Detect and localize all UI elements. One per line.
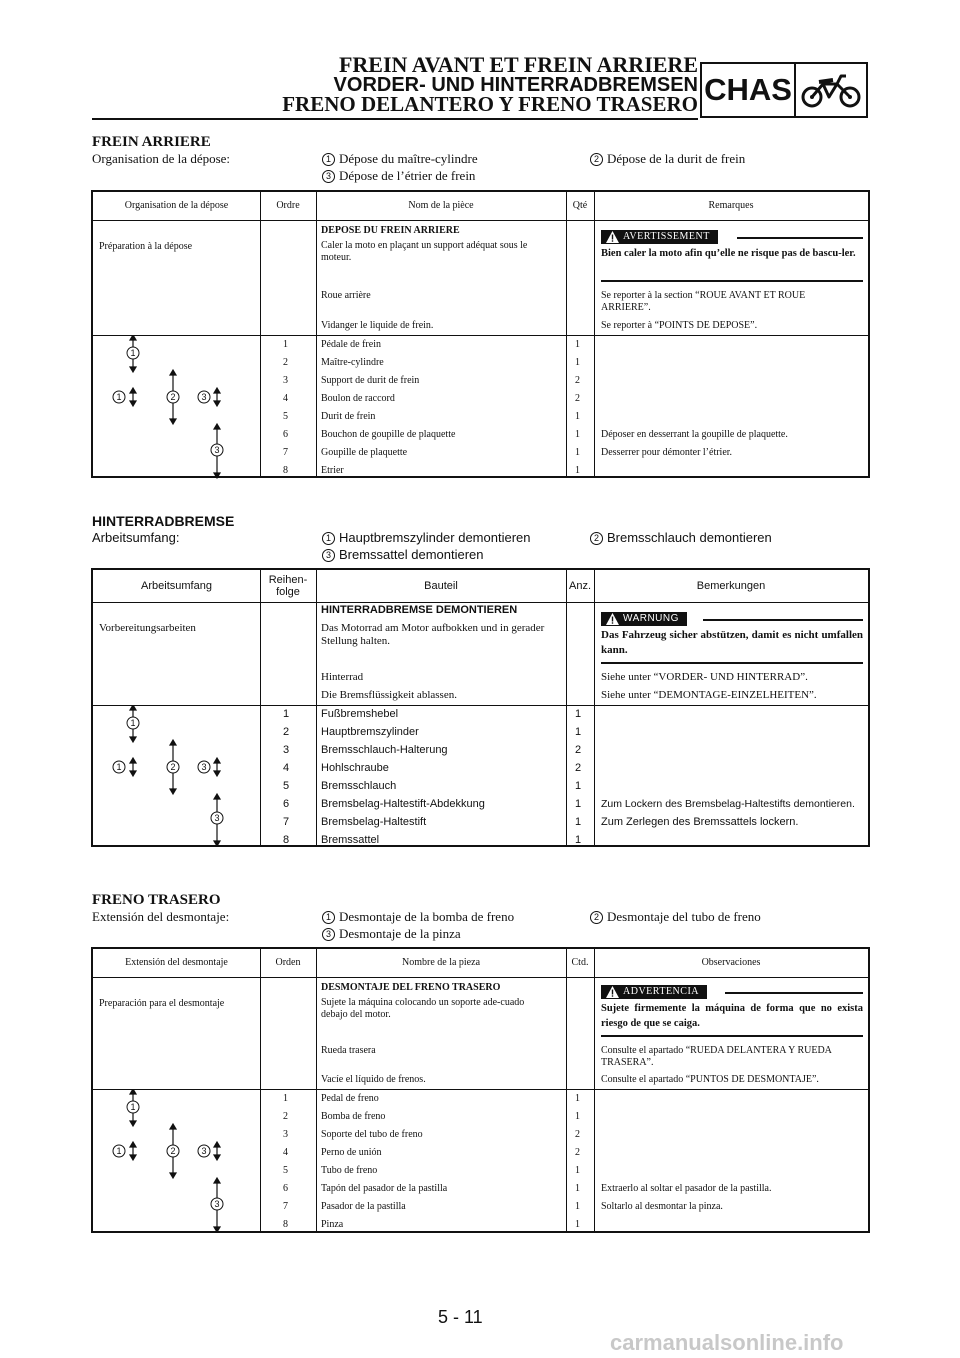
prep-step-3-remark: Siehe unter “DEMONTAGE-EINZELHEITEN”. [601, 689, 817, 701]
col-header: Reihen-folge [268, 574, 308, 598]
table-row [93, 760, 868, 777]
row-remark: Zum Lockern des Bremsbelag-Haltestifts demontieren. [601, 798, 855, 810]
col-header: Observaciones [701, 957, 761, 968]
page-number: 5 - 11 [438, 1307, 483, 1327]
col-header: Nom de la pièce [408, 200, 474, 211]
chassis-badge [700, 62, 868, 118]
row-qty: 1 [575, 834, 582, 846]
table-row [93, 1180, 868, 1197]
table-row [93, 390, 868, 407]
row-order: 7 [283, 816, 290, 828]
circled-number: 2 [590, 532, 603, 545]
table-row [93, 372, 868, 389]
seq-label: 1 [130, 348, 136, 358]
table-de-header [93, 570, 868, 603]
row-order: 1 [283, 339, 288, 350]
row-qty: 1 [575, 1219, 580, 1230]
table-row [93, 354, 868, 371]
table-row [93, 832, 868, 849]
col-header: Nombre de la pieza [401, 957, 481, 968]
row-qty: 1 [575, 798, 582, 810]
prep-step-1: Caler la moto en plaçant un support adéquat sous le moteur. [321, 240, 528, 263]
seq-label: 1 [116, 762, 122, 772]
col-header: Arbeitsumfang [141, 580, 212, 592]
seq-label: 1 [130, 1102, 136, 1112]
scope-es [92, 909, 870, 945]
prep-step-3: Vidanger le liquide de frein. [321, 320, 434, 331]
table-es-header [93, 949, 868, 978]
table-row [93, 724, 868, 741]
prep-label: Préparation à la dépose [99, 241, 193, 252]
seq-label: 2 [170, 1146, 176, 1156]
col-header: Orden [275, 957, 301, 968]
warning-icon [606, 231, 619, 243]
section-title: DESMONTAJE DEL FRENO TRASERO [321, 982, 501, 993]
prep-step-1: Sujete la máquina colocando un soporte ade-cuado debajo del motor. [321, 997, 525, 1020]
row-order: 4 [283, 1147, 288, 1158]
row-order: 6 [283, 798, 290, 810]
row-name: Bomba de freno [321, 1111, 386, 1122]
row-remark: Desserrer pour démonter l’étrier. [601, 447, 733, 458]
seq-label: 1 [130, 718, 136, 728]
warning-label: WARNUNG [623, 613, 679, 624]
row-order: 4 [283, 762, 290, 774]
warning-label: AVERTISSEMENT [623, 231, 710, 242]
col-header: Remarques [708, 200, 754, 211]
row-name: Bremsschlauch-Halterung [321, 744, 448, 756]
table-row [93, 1198, 868, 1215]
row-qty: 1 [575, 726, 582, 738]
warning-box [601, 230, 863, 286]
row-qty: 1 [575, 1201, 580, 1212]
prep-step-2: Roue arrière [321, 290, 371, 301]
prep-label: Preparación para el desmontaje [99, 998, 225, 1009]
row-qty: 1 [575, 1183, 580, 1194]
scope-de-item-2: Bremsschlauch demontieren [607, 530, 772, 545]
scope-de-item-3: Bremssattel demontieren [339, 547, 484, 562]
scope-de-item-1: Hauptbremszylinder demontieren [339, 530, 531, 545]
circled-number: 3 [322, 928, 335, 941]
section-de-heading: HINTERRADBREMSE [92, 513, 235, 529]
seq-label: 3 [214, 813, 220, 823]
row-remark: Soltarlo al desmontar la pinza. [601, 1201, 723, 1212]
col-header: Qté [572, 200, 588, 211]
row-qty: 1 [575, 1111, 580, 1122]
col-header: Bauteil [424, 580, 458, 592]
row-order: 7 [283, 1201, 288, 1212]
prep-label: Vorbereitungsarbeiten [99, 622, 196, 634]
table-es [91, 947, 870, 1233]
row-order: 8 [283, 1219, 288, 1230]
seq-label: 1 [116, 1146, 122, 1156]
row-qty: 2 [575, 393, 580, 404]
row-name: Bremsschlauch [321, 780, 397, 792]
table-row [93, 1216, 868, 1233]
warning-label: ADVERTENCIA [623, 986, 700, 997]
seq-label: 3 [214, 1199, 220, 1209]
seq-label: 1 [116, 392, 122, 402]
scope-de-label: Arbeitsumfang: [92, 530, 180, 545]
circled-number: 1 [322, 153, 335, 166]
table-row [93, 336, 868, 353]
section-fr [92, 133, 870, 187]
col-header: Bemerkungen [696, 580, 766, 592]
col-header: Ordre [276, 200, 300, 211]
section-de [92, 512, 870, 566]
table-row [93, 1126, 868, 1143]
row-order: 8 [283, 465, 288, 476]
row-name: Pinza [321, 1219, 344, 1230]
scope-es-item-3: Desmontaje de la pinza [339, 926, 461, 941]
row-order: 3 [283, 375, 288, 386]
warning-icon [606, 986, 619, 998]
table-row [93, 706, 868, 723]
warning-box [601, 985, 863, 1041]
row-order: 6 [283, 429, 288, 440]
row-name: Soporte del tubo de freno [321, 1129, 423, 1140]
table-fr [91, 190, 870, 478]
warning-text: Bien caler la moto afin qu’elle ne risque pas de bascu-ler. [601, 248, 856, 259]
row-remark: Extraerlo al soltar el pasador de la pastilla. [601, 1183, 772, 1194]
row-qty: 1 [575, 429, 580, 440]
prep-step-2: Rueda trasera [321, 1045, 376, 1056]
table-row [93, 742, 868, 759]
row-name: Pedal de freno [321, 1093, 379, 1104]
section-title: DEPOSE DU FREIN ARRIERE [321, 225, 460, 236]
scope-fr-item-3: Dépose de l’étrier de frein [339, 168, 476, 183]
section-es-heading: FRENO TRASERO [92, 892, 221, 908]
warning-badge [601, 612, 687, 626]
row-order: 6 [283, 1183, 288, 1194]
row-remark: Déposer en desserrant la goupille de plaquette. [601, 429, 788, 440]
row-name: Boulon de raccord [321, 393, 395, 404]
row-qty: 2 [575, 375, 580, 386]
row-name: Bremssattel [321, 834, 380, 846]
seq-label: 3 [201, 762, 207, 772]
warning-text: Das Fahrzeug sicher abstützen, damit es nicht umfallen kann. [601, 629, 863, 656]
table-row [93, 444, 868, 461]
row-qty: 1 [575, 447, 580, 458]
row-name: Perno de unión [321, 1147, 382, 1158]
row-qty: 1 [575, 339, 580, 350]
circled-number: 3 [322, 170, 335, 183]
prep-step-3: Die Bremsflüssigkeit ablassen. [321, 689, 457, 701]
motorcycle-icon [796, 64, 866, 116]
row-name: Fußbremshebel [321, 708, 399, 720]
row-qty: 1 [575, 1093, 580, 1104]
table-fr-header [93, 192, 868, 221]
scope-de [92, 530, 870, 566]
col-header: Organisation de la dépose [124, 200, 229, 211]
scope-fr-item-2: Dépose de la durit de frein [607, 151, 746, 166]
row-order: 5 [283, 780, 290, 792]
scope-fr-label: Organisation de la dépose: [92, 151, 231, 166]
row-qty: 1 [575, 357, 580, 368]
row-order: 4 [283, 393, 288, 404]
table-de [91, 568, 870, 847]
row-remark: Zum Zerlegen des Bremssattels lockern. [601, 816, 799, 828]
table-row [93, 1162, 868, 1179]
row-order: 1 [283, 708, 290, 720]
row-name: Etrier [321, 465, 344, 476]
row-order: 2 [283, 726, 290, 738]
row-name: Hauptbremszylinder [321, 726, 419, 738]
row-order: 3 [283, 744, 290, 756]
warning-badge [601, 985, 707, 999]
col-header: Ctd. [571, 957, 589, 968]
seq-label: 2 [170, 392, 176, 402]
row-qty: 1 [575, 708, 582, 720]
prep-step-3: Vacíe el líquido de frenos. [321, 1074, 426, 1085]
row-name: Pédale de frein [321, 339, 381, 350]
table-row [93, 426, 868, 443]
seq-label: 3 [201, 1146, 207, 1156]
row-qty: 1 [575, 816, 582, 828]
table-row [93, 778, 868, 795]
circled-number: 1 [322, 911, 335, 924]
seq-label: 3 [214, 445, 220, 455]
scope-fr [92, 151, 870, 187]
row-order: 8 [283, 834, 290, 846]
row-name: Tubo de freno [321, 1165, 378, 1176]
scope-es-label: Extensión del desmontaje: [92, 909, 230, 924]
scope-es-item-1: Desmontaje de la bomba de freno [339, 909, 515, 924]
row-name: Maître-cylindre [321, 357, 384, 368]
prep-step-2-remark: Se reporter à la section “ROUE AVANT ET ROUE ARRIERE”. [601, 290, 806, 313]
row-name: Hohlschraube [321, 762, 389, 774]
table-row [93, 1090, 868, 1107]
row-name: Bouchon de goupille de plaquette [321, 429, 456, 440]
row-qty: 1 [575, 465, 580, 476]
row-order: 7 [283, 447, 288, 458]
header-rule [92, 118, 698, 120]
table-row [93, 814, 868, 831]
row-name: Bremsbelag-Haltestift-Abdekkung [321, 798, 485, 810]
warning-badge [601, 230, 718, 244]
watermark: carmanualsonline.info [610, 1330, 844, 1355]
row-order: 1 [283, 1093, 288, 1104]
row-name: Goupille de plaquette [321, 447, 408, 458]
circled-number: 2 [590, 153, 603, 166]
circled-number: 3 [322, 549, 335, 562]
row-qty: 2 [575, 762, 582, 774]
table-row [93, 1144, 868, 1161]
row-order: 3 [283, 1129, 288, 1140]
warning-box [601, 612, 863, 668]
row-qty: 2 [575, 744, 582, 756]
seq-label: 3 [201, 392, 207, 402]
row-order: 2 [283, 1111, 288, 1122]
table-row [93, 796, 868, 813]
warning-text: Sujete firmemente la máquina de forma que no exista riesgo de que se caiga. [601, 1003, 863, 1029]
seq-label: 2 [170, 762, 176, 772]
header-title-es: FRENO DELANTERO Y FRENO TRASERO [282, 92, 698, 116]
scope-es-item-2: Desmontaje del tubo de freno [607, 909, 761, 924]
col-header: Anz. [568, 580, 591, 592]
prep-step-1: Das Motorrad am Motor aufbokken und in gerader Stellung halten. [321, 622, 545, 647]
prep-step-2-remark: Consulte el apartado “RUEDA DELANTERA Y RUEDA TRASERA”. [601, 1045, 832, 1068]
circled-number: 1 [322, 532, 335, 545]
section-title: HINTERRADBREMSE DEMONTIEREN [321, 604, 518, 616]
row-name: Bremsbelag-Haltestift [321, 816, 427, 828]
table-row [93, 462, 868, 479]
row-order: 5 [283, 411, 288, 422]
row-name: Durit de frein [321, 411, 376, 422]
section-fr-heading: FREIN ARRIERE [92, 134, 211, 150]
table-row [93, 1108, 868, 1125]
row-name: Pasador de la pastilla [321, 1201, 406, 1212]
row-order: 5 [283, 1165, 288, 1176]
row-qty: 2 [575, 1147, 580, 1158]
prep-step-2: Hinterrad [321, 671, 364, 683]
prep-step-3-remark: Se reporter à “POINTS DE DEPOSE”. [601, 320, 758, 331]
chassis-badge-label: CHAS [702, 64, 796, 116]
col-header: Extensión del desmontaje [125, 957, 228, 968]
row-name: Support de durit de frein [321, 375, 420, 386]
prep-step-3-remark: Consulte el apartado “PUNTOS DE DESMONTAJE”. [601, 1074, 819, 1085]
table-row [93, 408, 868, 425]
prep-step-2-remark: Siehe unter “VORDER- UND HINTERRAD”. [601, 671, 808, 683]
row-qty: 1 [575, 1165, 580, 1176]
header-title-de: VORDER- UND HINTERRADBREMSEN [333, 74, 698, 96]
header-title-fr: FREIN AVANT ET FREIN ARRIERE [338, 52, 698, 77]
section-es [92, 891, 870, 945]
warning-icon [606, 613, 619, 625]
row-qty: 1 [575, 780, 582, 792]
circled-number: 2 [590, 911, 603, 924]
row-qty: 2 [575, 1129, 580, 1140]
scope-fr-item-1: Dépose du maître-cylindre [339, 151, 478, 166]
row-name: Tapón del pasador de la pastilla [321, 1183, 448, 1194]
row-order: 2 [283, 357, 288, 368]
row-qty: 1 [575, 411, 580, 422]
